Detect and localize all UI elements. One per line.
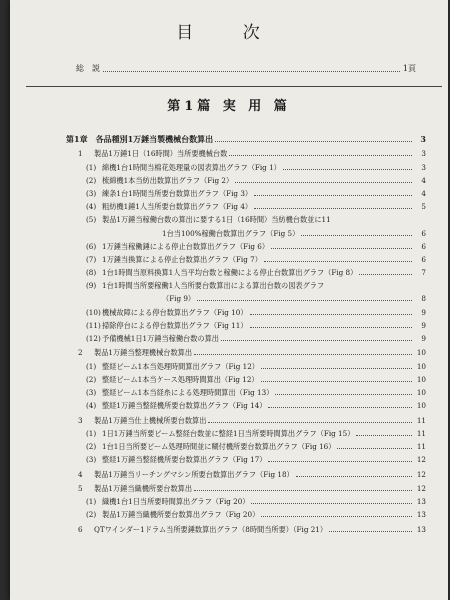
toc-entry-number: (9) (86, 281, 97, 291)
toc-entry-title: 整経1万錘当整経機所要台数算出グラフ（Fig 17） (102, 455, 267, 465)
toc-entry-number: (2) (86, 374, 97, 384)
toc-entry-number: (1) (86, 497, 97, 507)
toc-entry-title: 1日1万錘当所要ビーム整経台数並に整経1日当所要時間算出グラフ（Fig 15） (102, 428, 355, 438)
toc-entry-number: (12) (86, 334, 101, 344)
leader-dots (254, 194, 412, 196)
leader-dots (271, 247, 412, 249)
toc-entry[interactable] (66, 410, 426, 424)
toc-entry-page: 3 (421, 149, 426, 159)
toc-entry-title: 1台1日当所要ビーム処理時間並に糊付機所要台数算出グラフ（Fig 16） (102, 441, 336, 451)
toc-entry[interactable] (66, 251, 426, 264)
toc-entry[interactable] (66, 185, 426, 198)
toc-entry-title: 製品1万錘当織機所要台数算出 (94, 483, 193, 493)
toc-entry[interactable] (66, 277, 426, 290)
toc-entry-page: 11 (416, 441, 426, 451)
toc-entry-title: 製品1万錘1日（16時間）当所要機械台数 (94, 149, 228, 159)
toc-entry-title: 織機1台1日当所要時間算出グラフ（Fig 20） (102, 497, 250, 507)
summary-entry (76, 63, 416, 74)
leader-dots (197, 299, 412, 301)
toc-entry[interactable] (66, 317, 426, 330)
leader-dots (103, 71, 400, 72)
toc-entry-number: (3) (86, 188, 97, 198)
toc-entry-title: 予備機械1日1万錘当稼働台数の算出 (102, 334, 219, 344)
toc-entry-number: (2) (86, 510, 97, 520)
toc-entry-number: (5) (86, 215, 97, 225)
leader-dots (333, 221, 412, 222)
toc-entry-number: 3 (78, 415, 83, 425)
toc-entry-number: (1) (86, 361, 97, 371)
toc-entry-number: (2) (86, 175, 97, 185)
toc-entry[interactable] (66, 330, 426, 343)
leader-dots (283, 168, 412, 170)
toc-entry-page: 4 (421, 188, 426, 198)
summary-label: 総 説 (76, 64, 100, 73)
toc-entry-page: 10 (416, 361, 426, 371)
toc-entry-title: 製品1万錘当稼働台数の算出に要する1日（16時間）当紡機台数並に11 (102, 215, 331, 225)
toc-entry[interactable] (66, 198, 426, 211)
leader-dots (261, 515, 412, 517)
leader-dots (254, 207, 412, 209)
toc-entry-number: (1) (86, 428, 97, 438)
toc-entry-title: 機械故障による停台数算出グラフ（Fig 10） (102, 307, 248, 317)
toc-entry[interactable] (66, 397, 426, 410)
toc-entry-number: (4) (86, 202, 97, 212)
toc-entry-page: 6 (421, 228, 426, 238)
toc-entry-number: (7) (86, 254, 97, 264)
toc-entry-number: (11) (86, 320, 101, 330)
toc-entry[interactable] (66, 144, 426, 158)
toc-entry-page: 3 (421, 162, 426, 172)
toc-entry-page: 12 (416, 455, 426, 465)
toc-entry[interactable] (66, 238, 426, 251)
toc-entry-title: 1台1時間当原料換算1人当平均台数と稼働による停止台数算出グラフ（Fig 8） (102, 268, 358, 278)
leader-dots (250, 326, 412, 328)
toc-entry-page: 12 (416, 483, 426, 493)
toc-entry-page: 3 (420, 134, 426, 144)
toc-entry-title: 製品1万錘当織機所要台数算出グラフ（Fig 20） (102, 510, 260, 520)
toc-entry-number: 6 (78, 524, 83, 534)
toc-entry-title: 製品1万錘当リーチングマシン所要台数算出グラフ（Fig 18） (94, 469, 294, 479)
toc-entry-page: 9 (421, 307, 426, 317)
toc-entry-title: 整経ビーム1本当処理時間算出グラフ（Fig 12） (102, 361, 259, 371)
summary-page: 1頁 (402, 64, 416, 73)
toc-entry[interactable] (66, 264, 426, 277)
toc-entry-page: 10 (416, 348, 426, 358)
toc-entry-title: （Fig 9） (162, 294, 196, 304)
leader-dots (326, 287, 412, 288)
leader-dots (329, 530, 412, 532)
toc-entry-title: 整経ビーム1本当経糸による処理時間算出（Fig 13） (102, 387, 274, 397)
toc-entry[interactable] (66, 211, 426, 224)
toc-entry-title: 梳綿機1本当紡出数算出グラフ（Fig 2） (102, 175, 234, 185)
toc-entry[interactable] (66, 224, 426, 237)
toc-entry-page: 13 (416, 524, 426, 534)
toc-entry-page: 12 (416, 469, 426, 479)
toc-entry-page: 8 (421, 294, 426, 304)
toc-entry-page: 5 (421, 202, 426, 212)
toc-entry[interactable] (66, 479, 426, 493)
leader-dots (261, 367, 412, 369)
leader-dots (194, 489, 412, 491)
toc-entry[interactable] (66, 303, 426, 316)
table-of-contents (66, 128, 426, 534)
toc-entry[interactable] (66, 438, 426, 451)
toc-entry-page: 4 (421, 175, 426, 185)
toc-entry[interactable] (66, 425, 426, 438)
toc-entry[interactable] (66, 464, 426, 478)
toc-entry-number: (8) (86, 268, 97, 278)
toc-entry-number: 5 (78, 483, 83, 493)
leader-dots (275, 393, 412, 395)
leader-dots (194, 353, 412, 355)
toc-entry-title: 綿機1台1時間当棉花処理量の図表算出グラフ（Fig 1） (102, 162, 281, 172)
toc-entry[interactable] (66, 128, 426, 144)
leader-dots (356, 434, 412, 436)
toc-entry-title: 粗紡機1錘1人当所要台数算出グラフ（Fig 4） (102, 202, 253, 212)
leader-dots (264, 260, 412, 262)
leader-dots (208, 421, 412, 423)
toc-entry[interactable] (66, 506, 426, 519)
toc-entry-number: 4 (78, 469, 83, 479)
toc-entry[interactable] (66, 493, 426, 506)
leader-dots (337, 447, 412, 449)
toc-entry[interactable] (66, 371, 426, 384)
toc-entry[interactable] (66, 172, 426, 185)
page-title: 目 次 (176, 23, 282, 43)
leader-dots (251, 502, 412, 504)
toc-entry-page: 10 (416, 401, 426, 411)
toc-entry-page: 9 (421, 320, 426, 330)
toc-entry-title: 整経ビーム1本当ケース処理時間算出（Fig 12） (102, 374, 259, 384)
toc-entry-title: 製品1万錘当仕上機械所要台数算出 (94, 415, 207, 425)
toc-entry-page: 10 (416, 374, 426, 384)
toc-entry-number: (1) (86, 162, 97, 172)
leader-dots (229, 154, 412, 156)
toc-entry[interactable] (66, 343, 426, 357)
toc-entry-title: 第1章 各品種別1万錘当製機械台数算出 (66, 135, 214, 144)
document-page (10, 0, 448, 600)
toc-entry-title: 製品1万錘当整理機械台数算出 (94, 348, 193, 358)
toc-entry-page: 13 (416, 510, 426, 520)
toc-entry-title: 練条1台1時間当所要台数算出グラフ（Fig 3） (102, 188, 253, 198)
toc-entry-title: 1万錘当換算による停止台数算出グラフ（Fig 7） (102, 254, 262, 264)
leader-dots (215, 140, 412, 142)
toc-entry-number: (4) (86, 401, 97, 411)
toc-entry[interactable] (66, 158, 426, 171)
leader-dots (261, 380, 412, 382)
leader-dots (359, 273, 412, 275)
toc-entry-page: 11 (416, 428, 426, 438)
toc-entry[interactable] (66, 451, 426, 464)
toc-entry-page: 11 (416, 415, 426, 425)
toc-entry[interactable] (66, 357, 426, 370)
toc-entry-title: 1台1時間当所要稼働1人当所要台数算出による算出台数の図表グラフ (102, 281, 325, 291)
toc-entry-page: 13 (416, 497, 426, 507)
leader-dots (221, 339, 412, 341)
part-title: 第1篇 実 用 篇 (167, 99, 291, 114)
toc-entry[interactable] (66, 290, 426, 303)
leader-dots (301, 234, 412, 236)
toc-entry-page: 6 (421, 241, 426, 251)
toc-entry-number: 1 (78, 149, 83, 159)
toc-entry-title: 掃除停台による停台数算出グラフ（Fig 11） (102, 320, 248, 330)
toc-entry-page: 7 (421, 268, 426, 278)
toc-entry-number: (2) (86, 441, 97, 451)
leader-dots (268, 460, 412, 462)
toc-entry-title: 整経1万錘当整経機所要台数算出グラフ（Fig 14） (102, 401, 267, 411)
toc-entry-number: (6) (86, 241, 97, 251)
leader-dots (268, 406, 412, 408)
toc-entry[interactable] (66, 519, 426, 533)
toc-entry-title: 1台当100%稼働台数算出グラフ（Fig 5） (162, 228, 300, 238)
toc-entry-title: QTワインダー1ドラム当所要錘数算出グラフ（8時間当所要）（Fig 21） (94, 524, 328, 534)
toc-entry-number: 2 (78, 348, 83, 358)
toc-entry-number: (10) (86, 307, 101, 317)
toc-entry-title: 1万錘当稼働錘による停止台数算出グラフ（Fig 6） (102, 241, 270, 251)
toc-entry-page: 6 (421, 254, 426, 264)
leader-dots (296, 475, 412, 477)
toc-entry-number: (3) (86, 387, 97, 397)
leader-dots (250, 313, 412, 315)
leader-dots (235, 181, 412, 183)
toc-entry[interactable] (66, 384, 426, 397)
toc-entry-number: (3) (86, 455, 97, 465)
divider (26, 86, 442, 87)
toc-entry-page: 9 (421, 334, 426, 344)
toc-entry-page: 10 (416, 387, 426, 397)
